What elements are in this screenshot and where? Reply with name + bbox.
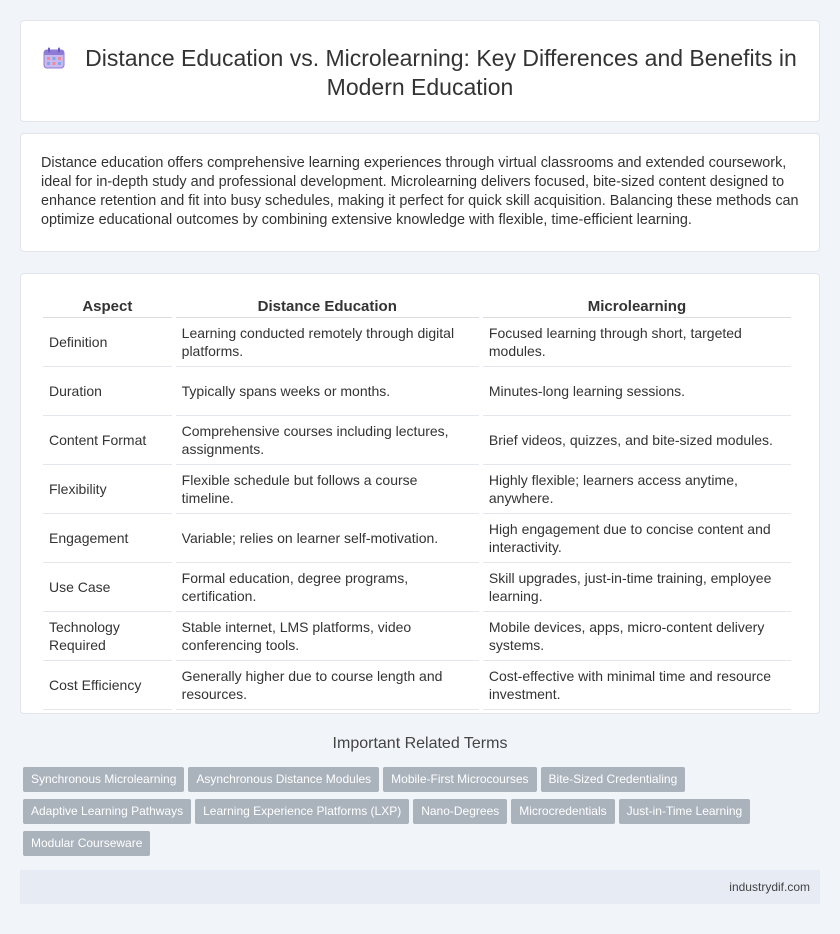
table-row — [43, 367, 791, 416]
cell-distance-education: Learning conducted remotely through digital platforms. — [176, 318, 479, 367]
cell-distance-education: Comprehensive courses including lectures, assignments. — [176, 416, 479, 465]
cell-microlearning: Skill upgrades, just-in-time training, employee learning. — [483, 563, 791, 612]
cell-microlearning: Brief videos, quizzes, and bite-sized modules. — [483, 416, 791, 465]
cell-microlearning: Highly flexible; learners access anytime, anywhere. — [483, 465, 791, 514]
table-row — [43, 612, 791, 661]
page-title-text: Distance Education vs. Microlearning: Key Differences and Benefits in Modern Education — [85, 45, 797, 100]
title-card — [20, 20, 820, 122]
calendar-icon — [43, 47, 65, 69]
related-term-tag[interactable]: Microcredentials — [511, 799, 614, 824]
table-row — [43, 514, 791, 563]
cell-microlearning: Cost-effective with minimal time and resource investment. — [483, 661, 791, 710]
table-row — [43, 465, 791, 514]
page-title — [21, 44, 819, 102]
header-distance-education: Distance Education — [176, 296, 479, 318]
related-term-tag[interactable]: Bite-Sized Credentialing — [541, 767, 686, 792]
cell-microlearning: Focused learning through short, targeted modules. — [483, 318, 791, 367]
related-terms-tags — [23, 767, 803, 863]
header-microlearning: Microlearning — [483, 296, 791, 318]
cell-distance-education: Typically spans weeks or months. — [176, 367, 479, 416]
table-body — [43, 318, 791, 710]
cell-aspect: Flexibility — [43, 465, 172, 514]
cell-distance-education: Generally higher due to course length and resources. — [176, 661, 479, 710]
comparison-table — [39, 296, 795, 710]
related-term-tag[interactable]: Modular Courseware — [23, 831, 150, 856]
footer-site[interactable]: industrydif.com — [729, 880, 810, 894]
cell-microlearning: Minutes-long learning sessions. — [483, 367, 791, 416]
intro-paragraph: Distance education offers comprehensive learning experiences through virtual classrooms and extended coursework, ideal for in-depth study and professional development. Microlearning delivers focused, bite-sized content designed to enhance retention and fit into busy schedules, making it perfect for quick skill acquisition. Balancing these methods can optimize educational outcomes by combining extensive knowledge with flexible, time-efficient learning. — [41, 155, 799, 228]
cell-aspect: Duration — [43, 367, 172, 416]
cell-microlearning: High engagement due to concise content and interactivity. — [483, 514, 791, 563]
table-row — [43, 318, 791, 367]
cell-aspect: Definition — [43, 318, 172, 367]
header-aspect: Aspect — [43, 296, 172, 318]
related-term-tag[interactable]: Just-in-Time Learning — [619, 799, 751, 824]
related-term-tag[interactable]: Learning Experience Platforms (LXP) — [195, 799, 409, 824]
cell-aspect: Engagement — [43, 514, 172, 563]
related-term-tag[interactable]: Asynchronous Distance Modules — [188, 767, 379, 792]
title-wrap — [21, 44, 819, 102]
cell-microlearning: Mobile devices, apps, micro-content delivery systems. — [483, 612, 791, 661]
cell-distance-education: Formal education, degree programs, certification. — [176, 563, 479, 612]
table-row — [43, 563, 791, 612]
footer — [20, 870, 820, 904]
comparison-table-card — [20, 273, 820, 714]
cell-aspect: Use Case — [43, 563, 172, 612]
cell-distance-education: Stable internet, LMS platforms, video conferencing tools. — [176, 612, 479, 661]
cell-aspect: Cost Efficiency — [43, 661, 172, 710]
related-term-tag[interactable]: Nano-Degrees — [413, 799, 507, 824]
cell-distance-education: Flexible schedule but follows a course timeline. — [176, 465, 479, 514]
related-term-tag[interactable]: Mobile-First Microcourses — [383, 767, 536, 792]
related-terms-heading: Important Related Terms — [332, 735, 508, 752]
table-row — [43, 661, 791, 710]
cell-aspect: Content Format — [43, 416, 172, 465]
related-term-tag[interactable]: Adaptive Learning Pathways — [23, 799, 191, 824]
table-header-row — [43, 296, 791, 318]
cell-aspect: Technology Required — [43, 612, 172, 661]
related-term-tag[interactable]: Synchronous Microlearning — [23, 767, 184, 792]
intro-card — [20, 133, 820, 252]
cell-distance-education: Variable; relies on learner self-motivation. — [176, 514, 479, 563]
table-row — [43, 416, 791, 465]
